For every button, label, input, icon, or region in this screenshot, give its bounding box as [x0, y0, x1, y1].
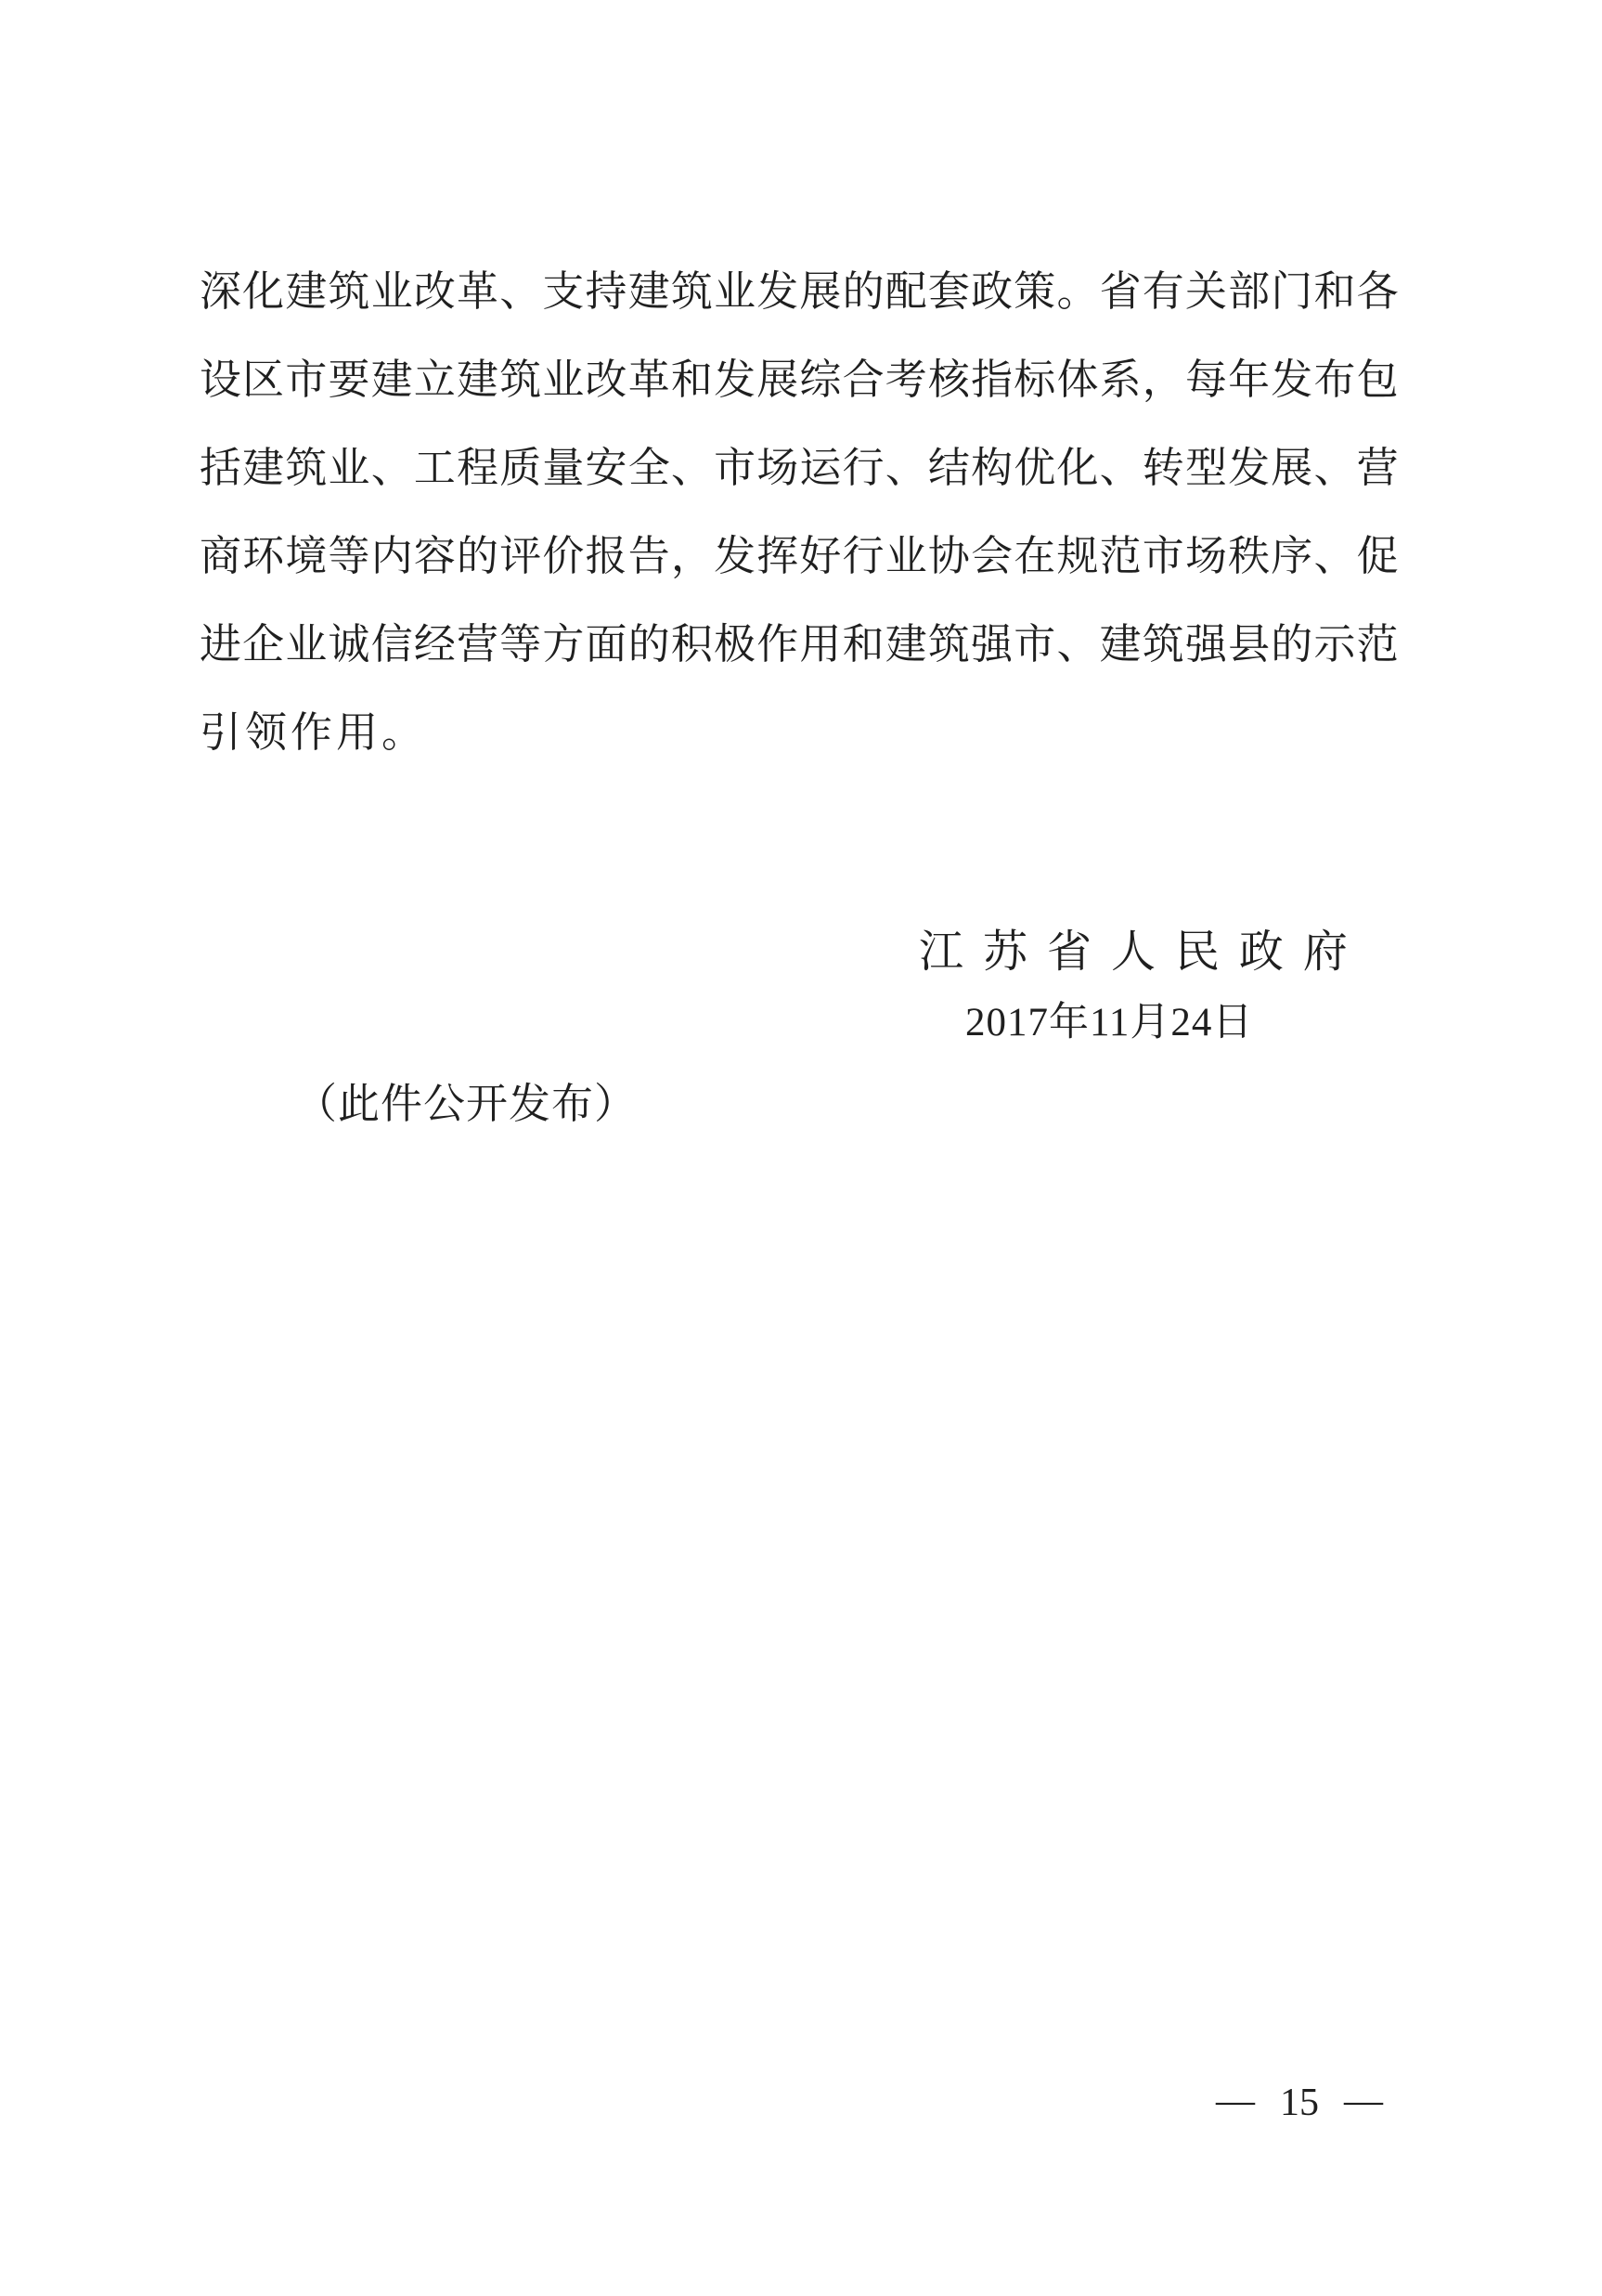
page-number: 15 — [1280, 2082, 1319, 2124]
text-line: 设 区 市 要 建 立 建 筑 业 改 革 和 发 展 综 合 考 核 指 标 体 系 ， 每 年 发 布 包 — [200, 357, 1399, 403]
publication-note: （此件公开发布） — [295, 1081, 638, 1127]
body-paragraph — [200, 243, 1399, 772]
text-line: 引领作用。 — [200, 709, 428, 756]
signature-organization: 江 苏 省 人 民 政 府 — [919, 927, 1348, 977]
signature-date: 2017年11月24日 — [965, 1001, 1254, 1044]
page-number-footer — [1216, 2080, 1383, 2126]
footer-dash-right: — — [1344, 2080, 1383, 2122]
text-line: 进 企 业 诚 信 经 营 等 方 面 的 积 极 作 用 和 建 筑 强 市 、 建 筑 强 县 的 示 范 — [200, 621, 1399, 668]
text-line: 括 建 筑 业 、 工 程 质 量 安 全 、 市 场 运 行 、 结 构 优 化 、 转 型 发 展 、 营 — [200, 445, 1399, 491]
text-line: 深 化 建 筑 业 改 革 、 支 持 建 筑 业 发 展 的 配 套 政 策 。 省 有 关 部 门 和 各 — [200, 268, 1399, 315]
footer-dash-left: — — [1216, 2080, 1255, 2122]
text-line: 商 环 境 等 内 容 的 评 价 报 告 ， 发 挥 好 行 业 协 会 在 规 范 市 场 秩 序 、 促 — [200, 533, 1399, 579]
